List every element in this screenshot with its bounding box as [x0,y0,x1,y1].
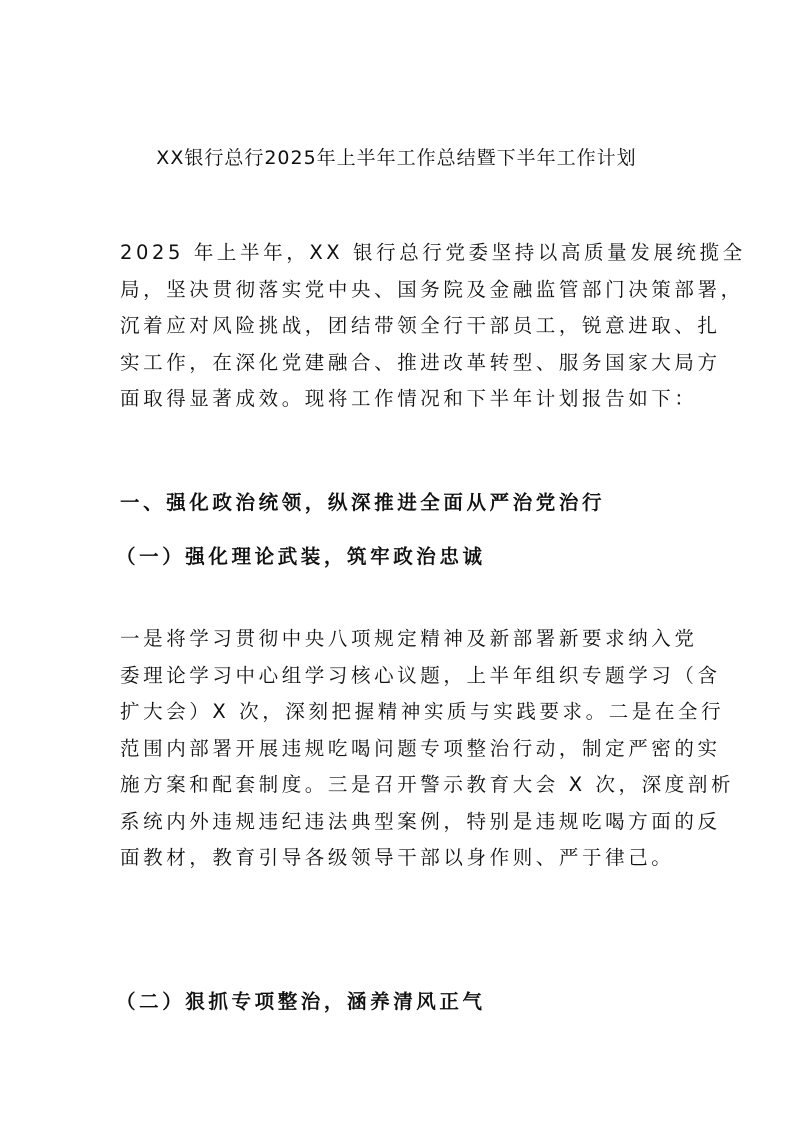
body-line: 施方案和配套制度。三是召开警示教育大会 X 次，深度剖析 [120,773,735,796]
body-line: 面教材，教育引导各级领导干部以身作则、严于律己。 [120,846,675,869]
intro-line: 面取得显著成效。现将工作情况和下半年计划报告如下： [120,387,698,410]
intro-line: 沉着应对风险挑战，团结带领全行干部员工，锐意进取、扎 [120,314,721,337]
intro-paragraph [120,235,746,418]
subsection-1-paragraph [120,621,735,877]
subsection-2-heading: （二）狠抓专项整治，涵养清风正气 [116,990,486,1013]
body-line: 范围内部署开展违规吃喝问题专项整治行动，制定严密的实 [120,736,721,760]
intro-line: 局，坚决贯彻落实党中央、国务院及金融监管部门决策部署， [120,277,744,301]
body-line: 委理论学习中心组学习核心议题，上半年组织专题学习（含 [120,663,721,687]
subsection-1-heading: （一）强化理论武装，筑牢政治忠诚 [116,545,486,568]
document-title: XX银行总行2025年上半年工作总结暨下半年工作计划 [156,146,637,169]
section-1-heading: 一、强化政治统领，纵深推进全面从严治党治行 [120,491,606,514]
intro-line: 实工作，在深化党建融合、推进改革转型、服务国家大局方 [120,350,721,374]
body-line: 一是将学习贯彻中央八项规定精神及新部署新要求纳入党 [120,627,698,650]
body-line: 系统内外违规违纪违法典型案例，特别是违规吃喝方面的反 [120,809,721,833]
body-line: 扩大会）X 次，深刻把握精神实质与实践要求。二是在全行 [120,700,725,723]
intro-line: 2025 年上半年，XX 银行总行党委坚持以高质量发展统揽全 [120,241,746,264]
